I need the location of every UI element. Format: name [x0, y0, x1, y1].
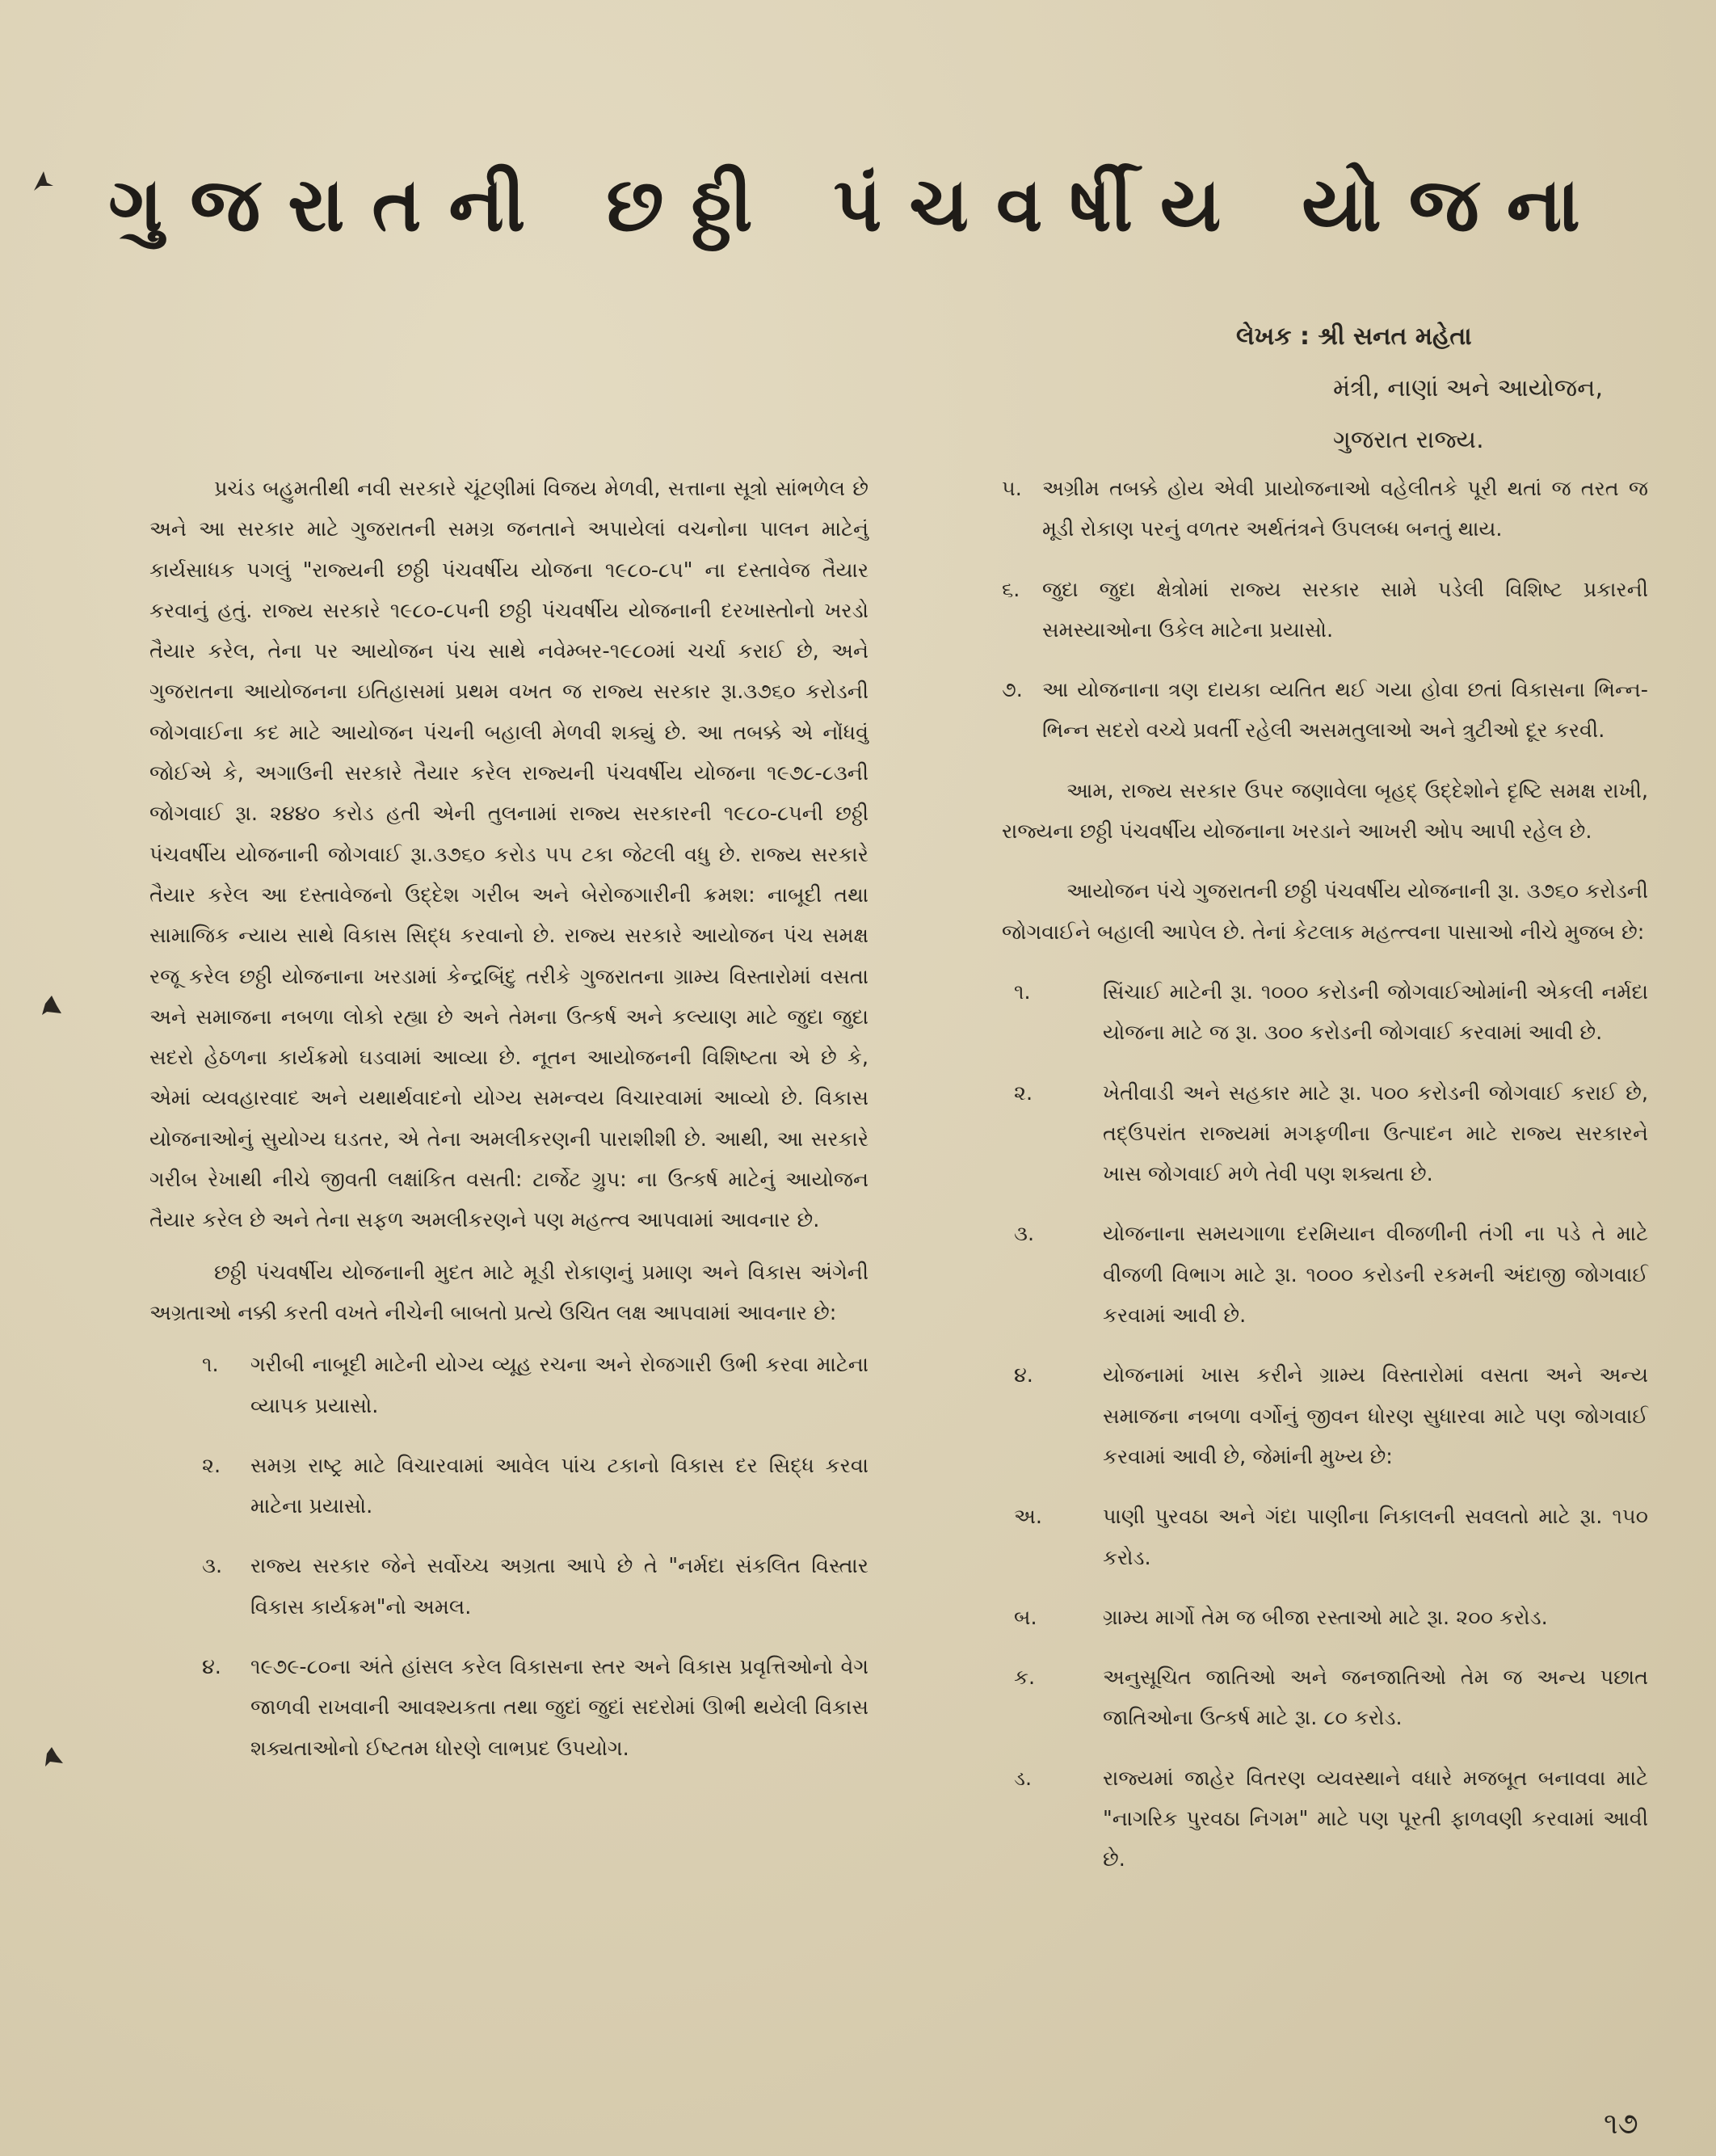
list-item	[1002, 972, 1648, 1054]
list-text: જુદા જુદા ક્ષેત્રોમાં રાજ્ય સરકાર સામે પડેલી વિશિષ્ટ પ્રકારની સમસ્યાઓના ઉકેલ માટેના પ્રયાસો.	[1042, 577, 1648, 642]
list-number: ૨.	[1014, 1080, 1033, 1105]
list-item	[149, 1546, 869, 1628]
list-number: ૩.	[202, 1554, 223, 1579]
list-item	[1002, 1758, 1648, 1880]
list-item	[149, 1345, 869, 1426]
list-item	[1002, 1355, 1648, 1477]
list-number: બ.	[1014, 1605, 1037, 1630]
list-text: યોજનામાં ખાસ કરીને ગ્રામ્ય વિસ્તારોમાં વસતા અને અન્ય સમાજના નબળા વર્ગોનું જીવન ધોરણ સુધારવા માટે પણ જોગવાઈ કરવામાં આવી છે, જેમાંની મુખ્ય છે:	[1103, 1363, 1648, 1469]
list-text: યોજનાના સમયગાળા દરમિયાન વીજળીની તંગી ના પડે તે માટે વીજળી વિભાગ માટે રૂા. ૧૦૦૦ કરોડની રકમની અંદાજી જોગવાઈ કરવામાં આવી છે.	[1103, 1222, 1648, 1329]
paragraph: પ્રચંડ બહુમતીથી નવી સરકારે ચૂંટણીમાં વિજય મેળવી, સત્તાના સૂત્રો સાંભળેલ છે અને આ સરકાર માટે ગુજરાતની સમગ્ર જનતાને અપાયેલાં વચનોના પાલન માટેનું કાર્યસાધક પગલું "રાજ્યની છઠ્ઠી પંચવર્ષીય યોજના ૧૯૮૦-૮૫" ના દસ્તાવેજ તૈયાર કરવાનું હતું. રાજ્ય સરકારે ૧૯૮૦-૮૫ની છઠ્ઠી પંચવર્ષીય યોજનાની દરખાસ્તોનો ખરડો તૈયાર કરેલ, તેના પર આયોજન પંચ સાથે નવેમ્બર-૧૯૮૦માં ચર્ચા કરાઈ છે, અને ગુજરાતના આયોજનના ઇતિહાસમાં પ્રથમ વખત જ રાજ્ય સરકાર રૂા.૩૭૬૦ કરોડની જોગવાઈના કદ માટે આયોજન પંચની બહાલી મેળવી શક્યું છે. આ તબક્કે એ નોંધવું જોઈએ કે, અગાઉની સરકારે તૈયાર કરેલ રાજ્યની પંચવર્ષીય યોજના ૧૯૭૮-૮૩ની જોગવાઈ રૂા. ૨૪૪૦ કરોડ હતી એની તુલનામાં રાજ્ય સરકારની ૧૯૮૦-૮૫ની છઠ્ઠી પંચવર્ષીય યોજનાની જોગવાઈ રૂા.૩૭૬૦ કરોડ ૫૫ ટકા જેટલી વધુ છે. રાજ્ય સરકારે તૈયાર કરેલ આ દસ્તાવેજનો ઉદ્દેશ ગરીબ અને બેરોજગારીની ક્રમશ: નાબૂદી તથા સામાજિક ન્યાય સાથે વિકાસ સિદ્ધ કરવાનો છે. રાજ્ય સરકારે આયોજન પંચ સમક્ષ રજૂ કરેલ છઠ્ઠી યોજનાના ખરડામાં કેન્દ્રબિંદુ તરીકે ગુજરાતના ગ્રામ્ય વિસ્તારોમાં વસતા અને સમાજના નબળા લોકો રહ્યા છે અને તેમના ઉત્કર્ષ અને કલ્યાણ માટે જુદા જુદા સદરો હેઠળના કાર્યક્રમો ઘડવામાં આવ્યા છે. નૂતન આયોજનની વિશિષ્ટતા એ છે કે, એમાં વ્યવહારવાદ અને યથાર્થવાદનો યોગ્ય સમન્વય વિચારવામાં આવ્યો છે. વિકાસ યોજનાઓનું સુયોગ્ય ઘડતર, એ તેના અમલીકરણની પારાશીશી છે. આથી, આ સરકારે ગરીબ રેખાથી નીચે જીવતી લક્ષાંકિત વસતી: ટાર્જેટ ગ્રુપ: ના ઉત્કર્ષ માટેનું આયોજન તૈયાર કરેલ છે અને તેના સફળ અમલીકરણને પણ મહત્ત્વ આપવામાં આવનાર છે.	[149, 477, 869, 1233]
list-text: પાણી પુરવઠા અને ગંદા પાણીના નિકાલની સવલતો માટે રૂા. ૧૫૦ કરોડ.	[1103, 1505, 1648, 1570]
list-text: અગ્રીમ તબક્કે હોય એવી પ્રાયોજનાઓ વહેલીતકે પૂરી થતાં જ તરત જ મૂડી રોકાણ પરનું વળતર અર્થતંત્રને ઉપલબ્ધ બનતું થાય.	[1042, 477, 1648, 542]
list-number: ડ.	[1014, 1766, 1033, 1791]
list-number: ક.	[1014, 1665, 1036, 1691]
paragraph: આયોજન પંચે ગુજરાતની છઠ્ઠી પંચવર્ષીય યોજનાની રૂા. ૩૭૬૦ કરોડની જોગવાઈને બહાલી આપેલ છે. તેનાં કેટલાક મહત્ત્વના પાસાઓ નીચે મુજબ છે:	[1002, 879, 1648, 945]
list-number: ૪.	[1014, 1363, 1033, 1388]
left-column	[149, 469, 869, 1788]
list-item	[1002, 570, 1648, 651]
article-title: ગુજરાતની છઠ્ઠી પંચવર્ષીય યોજના	[108, 162, 1608, 248]
list-item	[1002, 1073, 1648, 1195]
list-text: અનુસૂચિત જાતિઓ અને જનજાતિઓ તેમ જ અન્ય પછાત જાતિઓના ઉત્કર્ષ માટે રૂા. ૮૦ કરોડ.	[1103, 1665, 1648, 1731]
punch-hole-mark	[42, 1745, 65, 1768]
paragraph: આમ, રાજ્ય સરકાર ઉપર જણાવેલા બૃહદ્ ઉદ્દેશોને દૃષ્ટિ સમક્ષ રાખી, રાજ્યના છઠ્ઠી પંચવર્ષીય યોજનાના ખરડાને આખરી ઓપ આપી રહેલ છે.	[1002, 778, 1648, 844]
page-number: ૧૭	[1604, 2108, 1638, 2141]
list-text: સિંચાઈ માટેની રૂા. ૧૦૦૦ કરોડની જોગવાઈઓમાંની એકલી નર્મદા યોજના માટે જ રૂા. ૩૦૦ કરોડની જોગવાઈ કરવામાં આવી છે.	[1103, 979, 1648, 1046]
list-item	[149, 1647, 869, 1769]
list-text: ૧૯૭૯-૮૦ના અંતે હાંસલ કરેલ વિકાસના સ્તર અને વિકાસ પ્રવૃત્તિઓનો વેગ જાળવી રાખવાની આવશ્યકતા તથા જુદાં જુદાં સદરોમાં ઊભી થયેલી વિકાસ શક્યતાઓનો ઈષ્ટતમ ધોરણે લાભપ્રદ ઉપયોગ.	[250, 1655, 869, 1761]
list-number: ૨.	[202, 1453, 221, 1478]
list-number: અ.	[1014, 1505, 1043, 1530]
list-text: ગરીબી નાબૂદી માટેની યોગ્ય વ્યૂહ રચના અને રોજગારી ઉભી કરવા માટેના વ્યાપક પ્રયાસો.	[250, 1353, 869, 1418]
byline	[1236, 311, 1603, 466]
list-item	[149, 1446, 869, 1527]
list-number: ૬.	[1002, 577, 1020, 602]
list-item	[1002, 1598, 1648, 1638]
byline-author: લેખક : શ્રી સનત મહેતા	[1236, 322, 1472, 351]
list-number: ૧.	[1014, 979, 1031, 1004]
list-number: ૧.	[202, 1353, 219, 1378]
list-number: ૩.	[1014, 1222, 1035, 1247]
punch-hole-mark	[40, 994, 63, 1017]
list-item	[1002, 1214, 1648, 1336]
list-text: સમગ્ર રાષ્ટ્ર માટે વિચારવામાં આવેલ પાંચ ટકાનો વિકાસ દર સિદ્ધ કરવા માટેના પ્રયાસો.	[250, 1453, 869, 1519]
list-text: આ યોજનાના ત્રણ દાયકા વ્યતિત થઈ ગયા હોવા છતાં વિકાસના ભિન્ન-ભિન્ન સદરો વચ્ચે પ્રવર્તી રહેલી અસમતુલાઓ અને ત્રુટીઓ દૂર કરવી.	[1042, 678, 1648, 743]
list-text: રાજ્યમાં જાહેર વિતરણ વ્યવસ્થાને વધારે મજબૂત બનાવવા માટે "નાગરિક પુરવઠા નિગમ" માટે પણ પૂરતી ફાળવણી કરવામાં આવી છે.	[1103, 1766, 1648, 1872]
list-item	[1002, 670, 1648, 752]
list-text: રાજ્ય સરકાર જેને સર્વોચ્ચ અગ્રતા આપે છે તે "નર્મદા સંકલિત વિસ્તાર વિકાસ કાર્યક્રમ"નો અમલ.	[250, 1554, 869, 1619]
list-text: ગ્રામ્ય માર્ગો તેમ જ બીજા રસ્તાઓ માટે રૂા. ૨૦૦ કરોડ.	[1103, 1605, 1548, 1630]
list-item	[1002, 1657, 1648, 1739]
byline-place: ગુજરાત રાજ્ય.	[1333, 426, 1484, 454]
list-item	[1002, 469, 1648, 550]
right-column	[1002, 469, 1648, 1900]
list-number: ૪.	[202, 1655, 221, 1680]
list-text: ખેતીવાડી અને સહકાર માટે રૂા. ૫૦૦ કરોડની જોગવાઈ કરાઈ છે, તદ્ઉપરાંત રાજ્યમાં મગફળીના ઉત્પાદન માટે રાજ્ય સરકારને ખાસ જોગવાઈ મળે તેવી પણ શક્યતા છે.	[1103, 1080, 1648, 1187]
paragraph: છઠ્ઠી પંચવર્ષીય યોજનાની મુદત માટે મૂડી રોકાણનું પ્રમાણ અને વિકાસ અંગેની અગ્રતાઓ નક્કી કરતી વખતે નીચેની બાબતો પ્રત્યે ઉચિત લક્ષ આપવામાં આવનાર છે:	[149, 1260, 869, 1325]
list-number: ૭.	[1002, 678, 1023, 703]
list-item	[1002, 1497, 1648, 1578]
list-number: ૫.	[1002, 477, 1022, 501]
byline-role: મંત્રી, નાણાં અને આયોજન,	[1333, 374, 1604, 402]
